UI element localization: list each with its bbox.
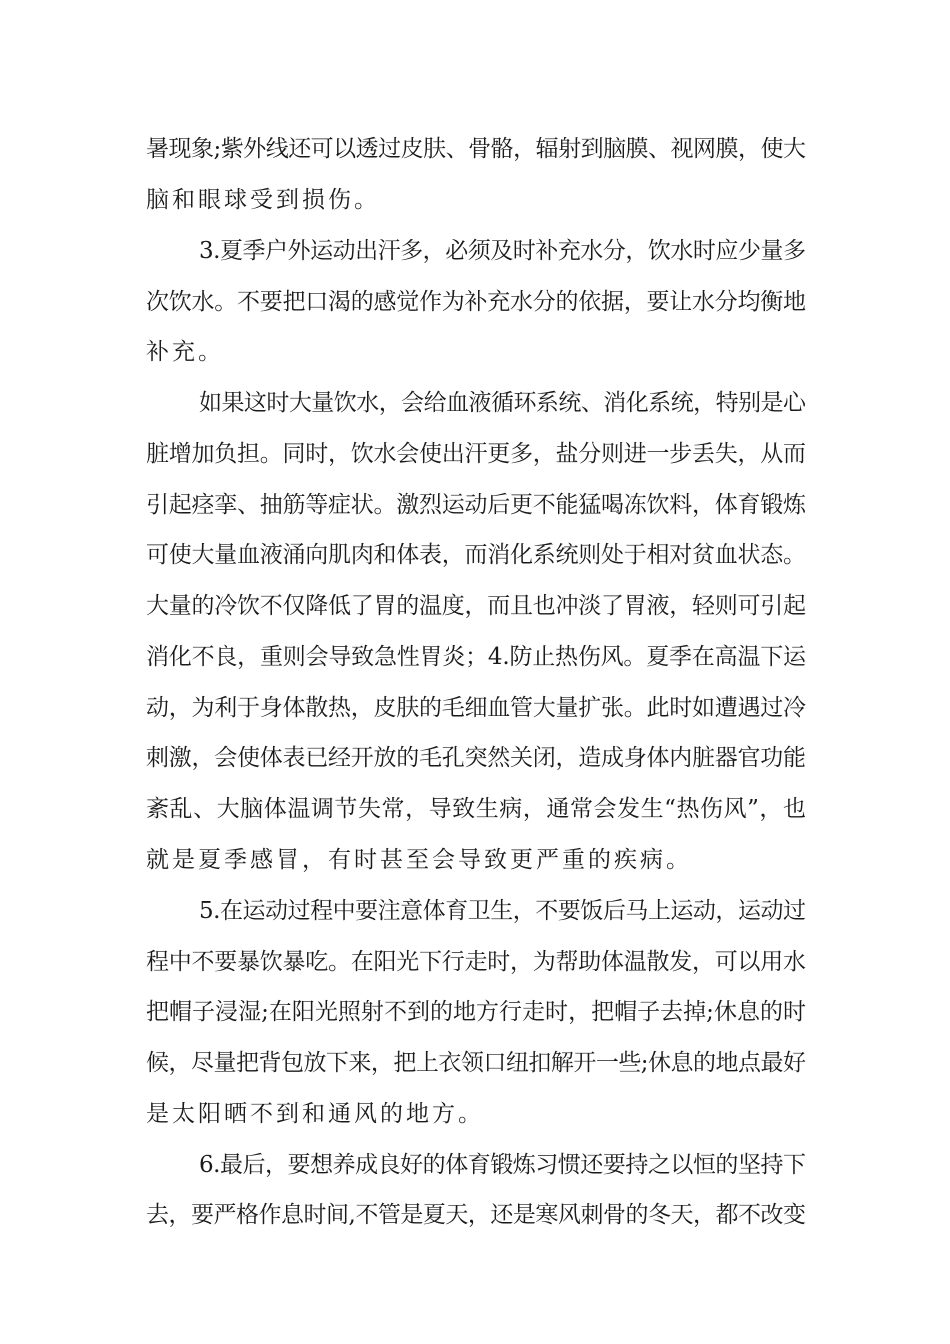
text-line: 补充。: [146, 339, 224, 365]
text-line: 大量的冷饮不仅降低了胃的温度，而且也冲淡了胃液，轻则可引起: [146, 593, 806, 619]
text-line: 脏增加负担。同时，饮水会使出汗更多，盐分则进一步丢失，从而: [146, 441, 806, 467]
text-line: 3.夏季户外运动出汗多，必须及时补充水分，饮水时应少量多: [199, 238, 806, 264]
text-line: 候，尽量把背包放下来，把上衣领口纽扣解开一些;休息的地点最好: [146, 1050, 806, 1076]
text-line: 次饮水。不要把口渴的感觉作为补充水分的依据，要让水分均衡地: [146, 289, 806, 315]
text-line: 程中不要暴饮暴吃。在阳光下行走时，为帮助体温散发，可以用水: [146, 949, 806, 975]
text-line: 引起痉挛、抽筋等症状。激烈运动后更不能猛喝冻饮料，体育锻炼: [146, 492, 806, 518]
text-line: 6.最后，要想养成良好的体育锻炼习惯还要持之以恒的坚持下: [199, 1152, 806, 1178]
text-line: 去，要严格作息时间,不管是夏天，还是寒风刺骨的冬天，都不改变: [146, 1202, 806, 1228]
text-line: 脑和眼球受到损伤。: [146, 187, 380, 213]
text-line: 5.在运动过程中要注意体育卫生，不要饭后马上运动，运动过: [199, 898, 806, 924]
text-line: 暑现象;紫外线还可以透过皮肤、骨骼，辐射到脑膜、视网膜，使大: [146, 136, 806, 162]
text-line: 把帽子浸湿;在阳光照射不到的地方行走时，把帽子去掉;休息的时: [146, 999, 807, 1025]
text-line: 就是夏季感冒，有时甚至会导致更严重的疾病。: [146, 847, 692, 873]
text-line: 消化不良，重则会导致急性胃炎；4.防止热伤风。夏季在高温下运: [146, 644, 806, 670]
text-line: 紊乱、大脑体温调节失常，导致生病，通常会发生“热伤风”，也: [146, 796, 807, 822]
text-line: 如果这时大量饮水，会给血液循环系统、消化系统，特别是心: [199, 390, 806, 416]
text-line: 可使大量血液涌向肌肉和体表，而消化系统则处于相对贫血状态。: [146, 542, 806, 568]
text-line: 是太阳晒不到和通风的地方。: [146, 1101, 484, 1127]
text-line: 动，为利于身体散热，皮肤的毛细血管大量扩张。此时如遭遇过冷: [146, 695, 806, 721]
text-line: 刺激，会使体表已经开放的毛孔突然关闭，造成身体内脏器官功能: [146, 745, 806, 771]
